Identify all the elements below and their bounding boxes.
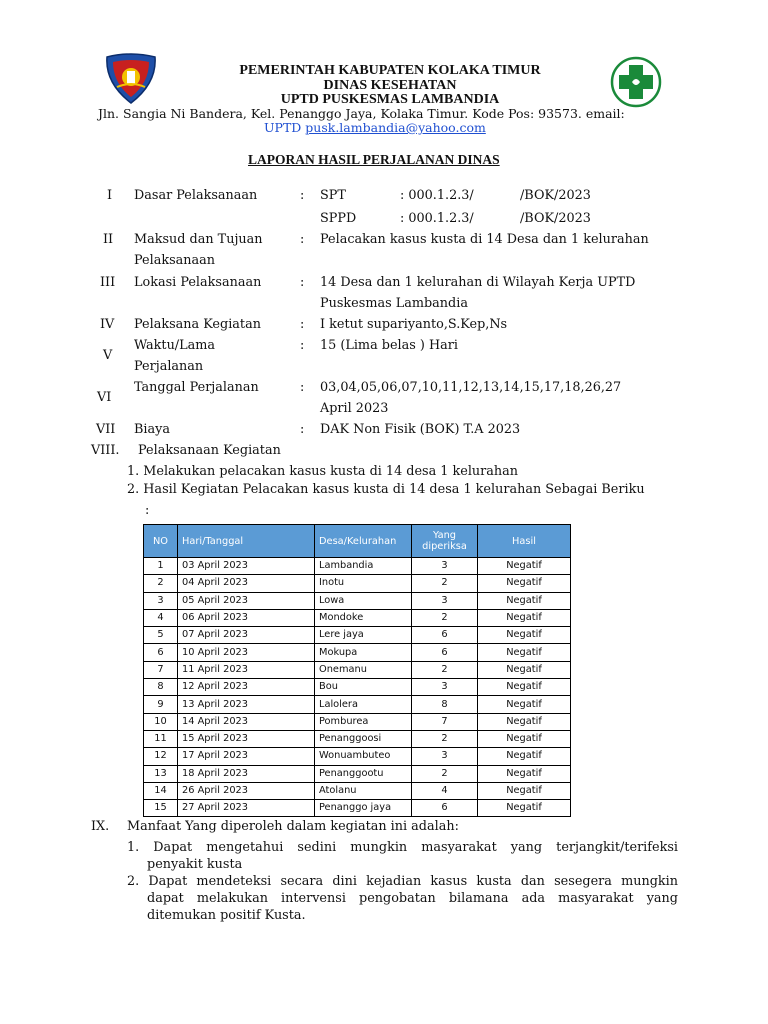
header-no: NO	[144, 525, 178, 558]
table-row	[144, 609, 571, 626]
table-row	[144, 592, 571, 609]
section-i-number: I	[107, 188, 113, 203]
cell-date: 06 April 2023	[178, 609, 315, 626]
section-vi-value-cont: April 2023	[320, 401, 389, 416]
section-iv-label: Pelaksana Kegiatan	[134, 317, 261, 332]
section-v-number: V	[103, 348, 113, 363]
report-title: LAPORAN HASIL PERJALANAN DINAS	[248, 152, 500, 167]
cell-no: 4	[144, 609, 178, 626]
cell-no: 15	[144, 800, 178, 817]
cell-date: 10 April 2023	[178, 644, 315, 661]
cell-examined: 2	[412, 609, 478, 626]
cell-no: 14	[144, 782, 178, 799]
cell-no: 12	[144, 748, 178, 765]
section-viii-item-1: 1. Melakukan pelacakan kasus kusta di 14 desa 1 kelurahan	[127, 464, 519, 479]
section-vii-label: Biaya	[134, 422, 170, 437]
sppd-number: : 000.1.2.3/	[400, 211, 474, 226]
header-village: Desa/Kelurahan	[315, 525, 412, 558]
benefit-2-cont: dapat melakukan intervensi pengobatan bilamana ada masyarakat yang	[147, 891, 678, 906]
colon: :	[300, 232, 305, 247]
section-v-label: Waktu/Lama	[134, 338, 216, 353]
cell-examined: 2	[412, 730, 478, 747]
header-unit: UPTD PUSKESMAS LAMBANDIA	[280, 92, 500, 107]
cell-no: 11	[144, 730, 178, 747]
section-v-label-cont: Perjalanan	[134, 359, 204, 374]
cell-result: Negatif	[478, 558, 571, 575]
table-row	[144, 575, 571, 592]
benefit-1-cont: penyakit kusta	[147, 857, 243, 872]
table-header-row	[144, 525, 571, 558]
section-iv-number: IV	[100, 317, 115, 332]
colon: :	[300, 380, 305, 395]
section-ix-label: Manfaat Yang diperoleh dalam kegiatan ini adalah:	[127, 819, 459, 834]
cell-no: 13	[144, 765, 178, 782]
header-address: Jln. Sangia Ni Bandera, Kel. Penanggo Jaya, Kolaka Timur. Kode Pos: 93573. email:	[98, 106, 625, 121]
cell-no: 8	[144, 679, 178, 696]
section-vi-number: VI	[97, 390, 112, 405]
cell-date: 07 April 2023	[178, 627, 315, 644]
results-table	[143, 524, 571, 817]
header-examined: Yang diperiksa	[412, 525, 478, 558]
cell-no: 6	[144, 644, 178, 661]
table-row	[144, 730, 571, 747]
cell-village: Lere jaya	[315, 627, 412, 644]
cell-date: 05 April 2023	[178, 592, 315, 609]
section-iii-label: Lokasi Pelaksanaan	[134, 275, 262, 290]
colon: :	[300, 422, 305, 437]
section-viii-label: Pelaksanaan Kegiatan	[138, 443, 281, 458]
email-prefix: UPTD	[264, 120, 302, 135]
section-v-value: 15 (Lima belas ) Hari	[320, 338, 458, 353]
cell-examined: 6	[412, 800, 478, 817]
header-government: PEMERINTAH KABUPATEN KOLAKA TIMUR	[239, 63, 541, 78]
cell-examined: 7	[412, 713, 478, 730]
cell-result: Negatif	[478, 575, 571, 592]
cell-village: Lalolera	[315, 696, 412, 713]
section-ii-value: Pelacakan kasus kusta di 14 Desa dan 1 kelurahan	[320, 232, 649, 247]
cell-examined: 3	[412, 558, 478, 575]
section-vi-label: Tanggal Perjalanan	[134, 380, 259, 395]
section-iii-value: 14 Desa dan 1 kelurahan di Wilayah Kerja UPTD	[320, 275, 636, 290]
cell-village: Penanggo jaya	[315, 800, 412, 817]
cell-examined: 2	[412, 765, 478, 782]
cell-village: Wonuambuteo	[315, 748, 412, 765]
benefit-2-cont-2: ditemukan positif Kusta.	[147, 908, 306, 923]
spt-number: : 000.1.2.3/	[400, 188, 474, 203]
cell-examined: 3	[412, 679, 478, 696]
header-date: Hari/Tanggal	[178, 525, 315, 558]
cell-result: Negatif	[478, 627, 571, 644]
cell-date: 26 April 2023	[178, 782, 315, 799]
regency-emblem	[103, 53, 159, 105]
section-iii-value-cont: Puskesmas Lambandia	[320, 296, 468, 311]
cell-result: Negatif	[478, 592, 571, 609]
table-row	[144, 748, 571, 765]
section-vii-number: VII	[96, 422, 116, 437]
cell-examined: 6	[412, 627, 478, 644]
cell-result: Negatif	[478, 679, 571, 696]
section-vii-value: DAK Non Fisik (BOK) T.A 2023	[320, 422, 521, 437]
cell-no: 10	[144, 713, 178, 730]
email-link[interactable]: pusk.lambandia@yahoo.com	[305, 120, 486, 135]
cell-village: Onemanu	[315, 661, 412, 678]
cell-examined: 6	[412, 644, 478, 661]
header-agency: DINAS KESEHATAN	[323, 78, 457, 93]
sppd-suffix: /BOK/2023	[520, 211, 591, 226]
cell-village: Penanggootu	[315, 765, 412, 782]
section-ii-label: Maksud dan Tujuan	[134, 232, 263, 247]
table-row	[144, 627, 571, 644]
cell-result: Negatif	[478, 696, 571, 713]
section-viii-number: VIII.	[91, 443, 120, 458]
colon: :	[300, 338, 305, 353]
cell-village: Lambandia	[315, 558, 412, 575]
cell-date: 15 April 2023	[178, 730, 315, 747]
cell-no: 5	[144, 627, 178, 644]
cell-date: 17 April 2023	[178, 748, 315, 765]
table-row	[144, 558, 571, 575]
section-iv-value: I ketut supariyanto,S.Kep,Ns	[320, 317, 508, 332]
spt-suffix: /BOK/2023	[520, 188, 591, 203]
cell-date: 04 April 2023	[178, 575, 315, 592]
cell-no: 3	[144, 592, 178, 609]
table-row	[144, 765, 571, 782]
header-email-line	[264, 120, 486, 135]
table-row	[144, 800, 571, 817]
section-viii-item-2: 2. Hasil Kegiatan Pelacakan kasus kusta di 14 desa 1 kelurahan Sebagai Beriku	[127, 482, 645, 497]
cell-result: Negatif	[478, 782, 571, 799]
cell-date: 27 April 2023	[178, 800, 315, 817]
benefit-2: 2. Dapat mendeteksi secara dini kejadian kasus kusta dan sesegera mungkin	[127, 874, 678, 889]
table-row	[144, 696, 571, 713]
cell-village: Mokupa	[315, 644, 412, 661]
cell-village: Atolanu	[315, 782, 412, 799]
colon: :	[300, 317, 305, 332]
cell-examined: 2	[412, 575, 478, 592]
cell-result: Negatif	[478, 644, 571, 661]
section-ii-label-cont: Pelaksanaan	[134, 253, 216, 268]
cell-result: Negatif	[478, 765, 571, 782]
benefit-1: 1. Dapat mengetahui sedini mungkin masyarakat yang terjangkit/terifeksi	[127, 840, 678, 855]
cell-village: Bou	[315, 679, 412, 696]
cell-no: 9	[144, 696, 178, 713]
cell-examined: 3	[412, 592, 478, 609]
section-vi-value: 03,04,05,06,07,10,11,12,13,14,15,17,18,26,27	[320, 380, 622, 395]
table-row	[144, 679, 571, 696]
cell-result: Negatif	[478, 713, 571, 730]
header-result: Hasil	[478, 525, 571, 558]
puskesmas-logo	[610, 56, 662, 108]
cell-village: Lowa	[315, 592, 412, 609]
colon: :	[300, 275, 305, 290]
section-ii-number: II	[103, 232, 114, 247]
section-iii-number: III	[100, 275, 116, 290]
cell-village: Penanggoosi	[315, 730, 412, 747]
section-i-label: Dasar Pelaksanaan	[134, 188, 258, 203]
section-viii-item-2-cont: :	[145, 503, 150, 518]
cell-village: Inotu	[315, 575, 412, 592]
cell-no: 2	[144, 575, 178, 592]
cell-date: 03 April 2023	[178, 558, 315, 575]
cell-date: 11 April 2023	[178, 661, 315, 678]
sppd-label: SPPD	[320, 211, 357, 226]
section-ix-number: IX.	[91, 819, 110, 834]
cell-no: 7	[144, 661, 178, 678]
cell-date: 12 April 2023	[178, 679, 315, 696]
spt-label: SPT	[320, 188, 346, 203]
table-row	[144, 661, 571, 678]
table-row	[144, 644, 571, 661]
cell-date: 13 April 2023	[178, 696, 315, 713]
cell-no: 1	[144, 558, 178, 575]
cell-date: 14 April 2023	[178, 713, 315, 730]
cell-result: Negatif	[478, 730, 571, 747]
cell-date: 18 April 2023	[178, 765, 315, 782]
cell-examined: 3	[412, 748, 478, 765]
cell-examined: 2	[412, 661, 478, 678]
cell-examined: 8	[412, 696, 478, 713]
cell-result: Negatif	[478, 748, 571, 765]
table-row	[144, 782, 571, 799]
cell-result: Negatif	[478, 609, 571, 626]
cell-result: Negatif	[478, 661, 571, 678]
cell-village: Mondoke	[315, 609, 412, 626]
cell-village: Pomburea	[315, 713, 412, 730]
cell-result: Negatif	[478, 800, 571, 817]
colon: :	[300, 188, 305, 203]
cell-examined: 4	[412, 782, 478, 799]
table-row	[144, 713, 571, 730]
